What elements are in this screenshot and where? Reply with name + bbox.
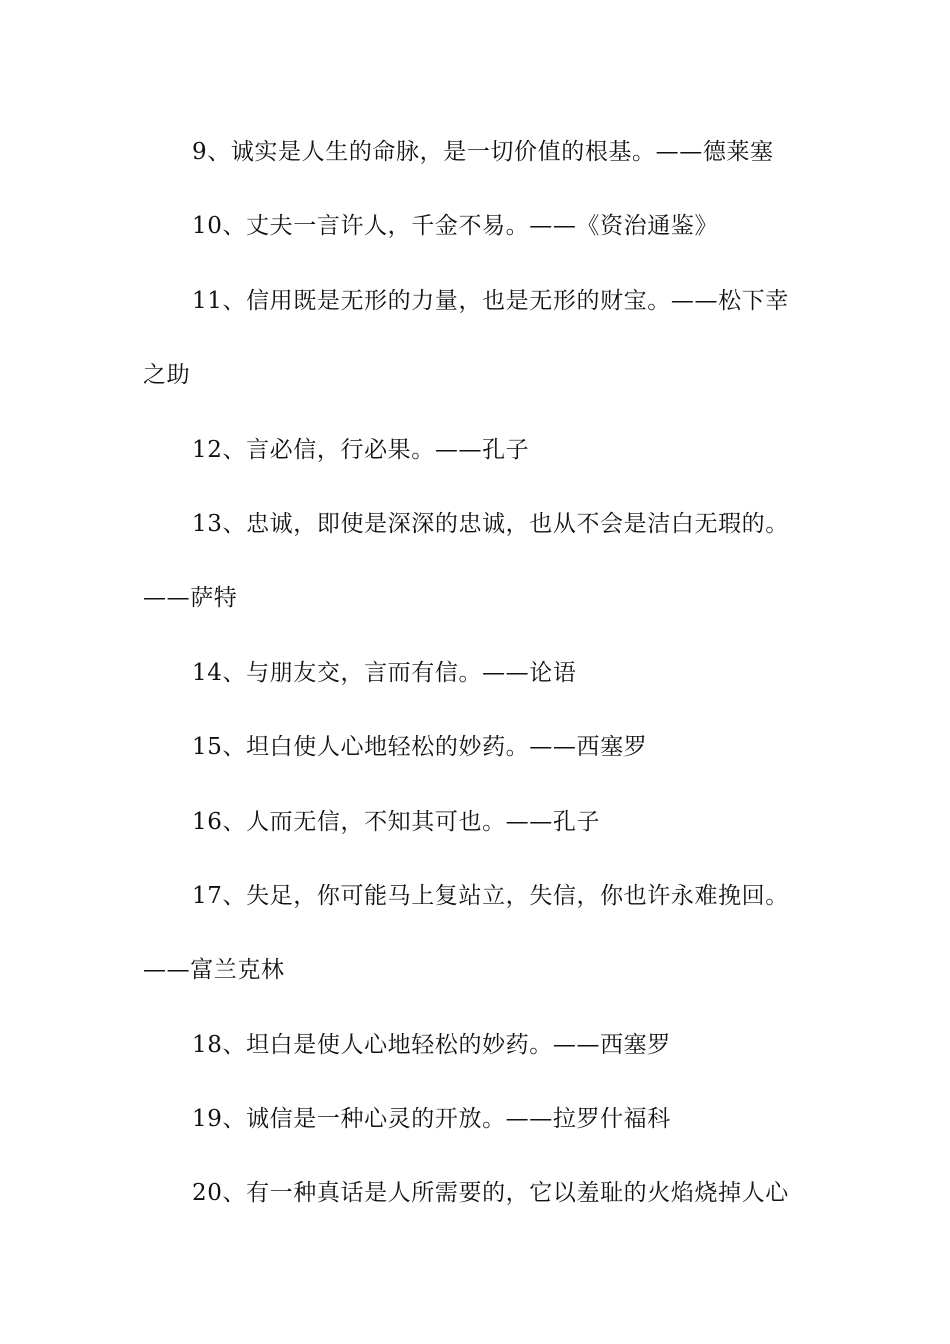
quote-line-12: 12、言必信，行必果。——孔子 bbox=[192, 436, 530, 463]
quote-line-11-continued: 之助 bbox=[143, 362, 191, 389]
quote-line-16: 16、人而无信，不知其可也。——孔子 bbox=[192, 808, 601, 835]
quote-line-11: 11、信用既是无形的力量，也是无形的财宝。——松下幸 bbox=[192, 287, 789, 314]
quote-line-15: 15、坦白使人心地轻松的妙药。——西塞罗 bbox=[192, 734, 648, 761]
quote-line-14: 14、与朋友交，言而有信。——论语 bbox=[192, 659, 577, 686]
quote-line-13: 13、忠诚，即使是深深的忠诚，也从不会是洁白无瑕的。 bbox=[192, 510, 789, 537]
quote-line-18: 18、坦白是使人心地轻松的妙药。——西塞罗 bbox=[192, 1031, 671, 1058]
quote-line-17-continued: ——富兰克林 bbox=[143, 957, 285, 984]
quote-line-13-continued: ——萨特 bbox=[143, 585, 238, 612]
quote-line-10: 10、丈夫一言许人，千金不易。——《资治通鉴》 bbox=[192, 213, 719, 240]
quote-line-19: 19、诚信是一种心灵的开放。——拉罗什福科 bbox=[192, 1106, 671, 1133]
quote-line-17: 17、失足，你可能马上复站立，失信，你也许永难挽回。 bbox=[192, 882, 789, 909]
document-body bbox=[143, 128, 808, 1244]
quote-line-9: 9、诚实是人生的命脉，是一切价值的根基。——德莱塞 bbox=[192, 139, 774, 165]
quote-line-20: 20、有一种真话是人所需要的，它以羞耻的火焰烧掉人心 bbox=[192, 1180, 789, 1207]
